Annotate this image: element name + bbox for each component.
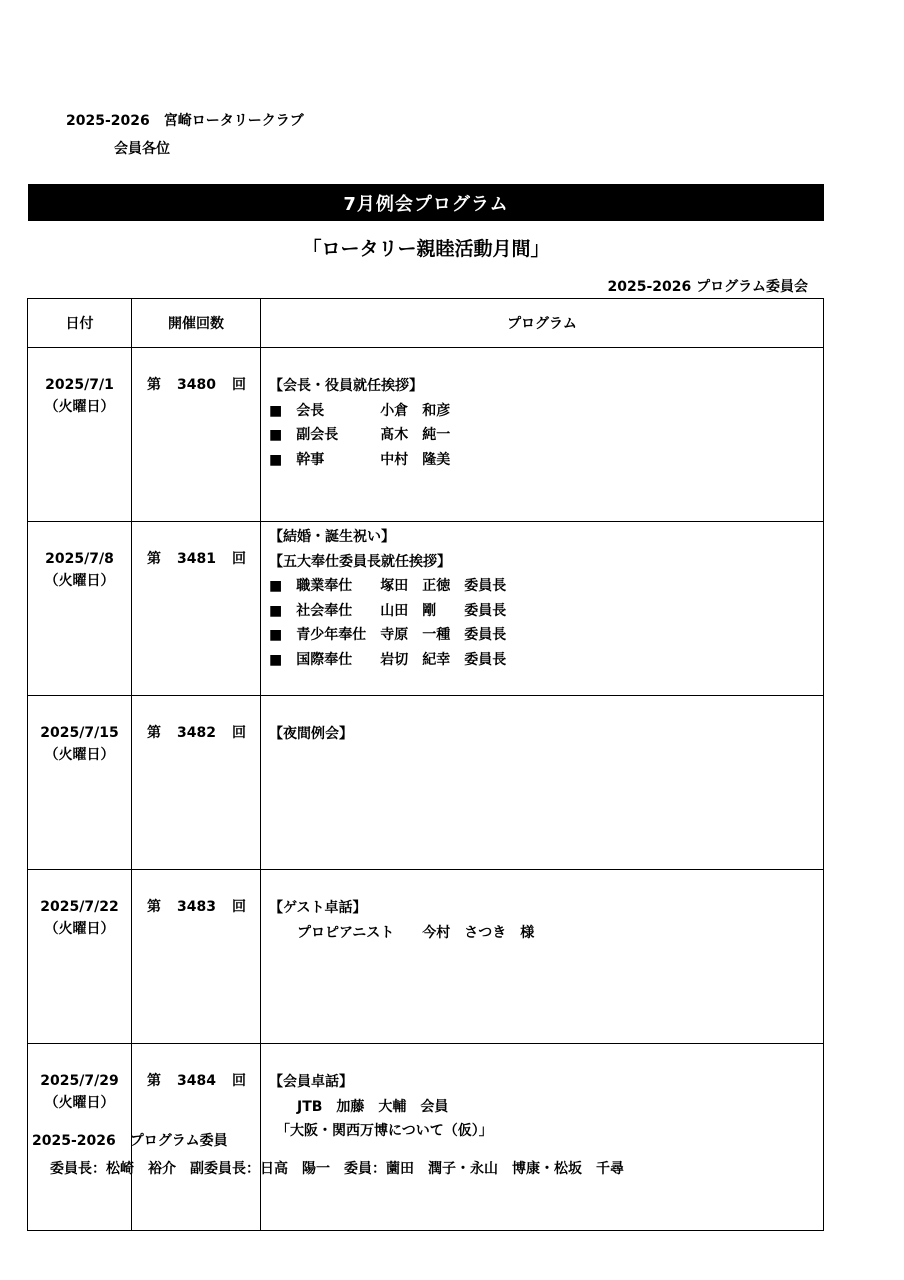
round-prefix: 第 [147,377,161,393]
footer-committee-members: 委員長：松崎 裕介 副委員長：日高 陽一 委員：薗田 潤子・永山 博康・松坂 千尋 [50,1161,624,1177]
program-line: ■ 社会奉仕 山田 剛 委員長 [269,602,507,619]
table-row [28,696,824,870]
table-row [28,522,824,696]
month-theme: 「ロータリー親睦活動月間」 [302,238,550,260]
program-line: ■ 会長 小倉 和彦 [269,402,451,419]
program-cell [261,870,824,1044]
date: 2025/7/15 [40,725,119,741]
program-line: 【五大奉仕委員長就任挨拶】 [269,553,451,570]
date-cell [28,696,132,870]
date: 2025/7/1 [45,377,114,393]
program-title: 7月例会プログラム [343,193,509,215]
round-suffix: 回 [232,377,246,393]
program-line: JTB 加藤 大輔 会員 [269,1098,449,1115]
program-line: 【会員卓話】 [269,1074,353,1090]
committee-name: 2025-2026 プログラム委員会 [607,279,808,295]
round-suffix: 回 [232,725,246,741]
program-line: 【結婚・誕生祝い】 [269,529,395,545]
round-cell [132,870,261,1044]
program-line: ■ 国際奉仕 岩切 紀幸 委員長 [269,651,507,668]
round-number: 3480 [177,377,216,393]
date-cell [28,348,132,522]
program-line: 【夜間例会】 [269,726,353,742]
header-date: 日付 [28,299,132,348]
date: 2025/7/29 [40,1073,119,1089]
program-line: ■ 副会長 髙木 純一 [269,427,451,443]
round-number: 3484 [177,1073,216,1089]
program-cell [261,1044,824,1231]
round-cell [132,522,261,696]
table-row [28,870,824,1044]
table-row [28,348,824,522]
program-line: ■ 幹事 中村 隆美 [269,451,451,468]
date-cell [28,522,132,696]
date-cell [28,870,132,1044]
round-suffix: 回 [232,899,246,915]
program-title-bar [28,184,824,221]
date: 2025/7/8 [45,551,114,567]
header-round: 開催回数 [132,299,261,348]
program-line: ■ 職業奉仕 塚田 正徳 委員長 [269,578,507,594]
weekday: （火曜日） [44,573,115,589]
program-table [27,298,824,1231]
program-line: 「大阪・関西万博について（仮）」 [269,1123,493,1139]
round-prefix: 第 [147,899,161,915]
table-header-row [28,299,824,348]
program-line: プロピアニスト 今村 さつき 様 [269,924,535,941]
program-cell [261,348,824,522]
round-cell [132,348,261,522]
round-suffix: 回 [232,551,246,567]
program-cell [261,696,824,870]
footer-committee-title: 2025-2026 プログラム委員 [32,1133,228,1149]
weekday: （火曜日） [44,921,115,937]
program-line: 【ゲスト卓話】 [269,900,367,916]
weekday: （火曜日） [44,1095,115,1111]
round-cell [132,696,261,870]
program-cell [261,522,824,696]
round-prefix: 第 [147,725,161,741]
round-prefix: 第 [147,551,161,567]
program-line: 【会長・役員就任挨拶】 [269,378,423,394]
program-line: ■ 青少年奉仕 寺原 一種 委員長 [269,627,507,643]
round-number: 3481 [177,551,216,567]
round-suffix: 回 [232,1073,246,1089]
round-prefix: 第 [147,1073,161,1089]
weekday: （火曜日） [44,747,115,763]
round-number: 3482 [177,725,216,741]
date: 2025/7/22 [40,899,119,915]
club-name: 2025-2026 宮崎ロータリークラブ [66,113,304,129]
weekday: （火曜日） [44,399,115,415]
header-program: プログラム [261,299,824,348]
round-number: 3483 [177,899,216,915]
addressee: 会員各位 [114,141,170,157]
